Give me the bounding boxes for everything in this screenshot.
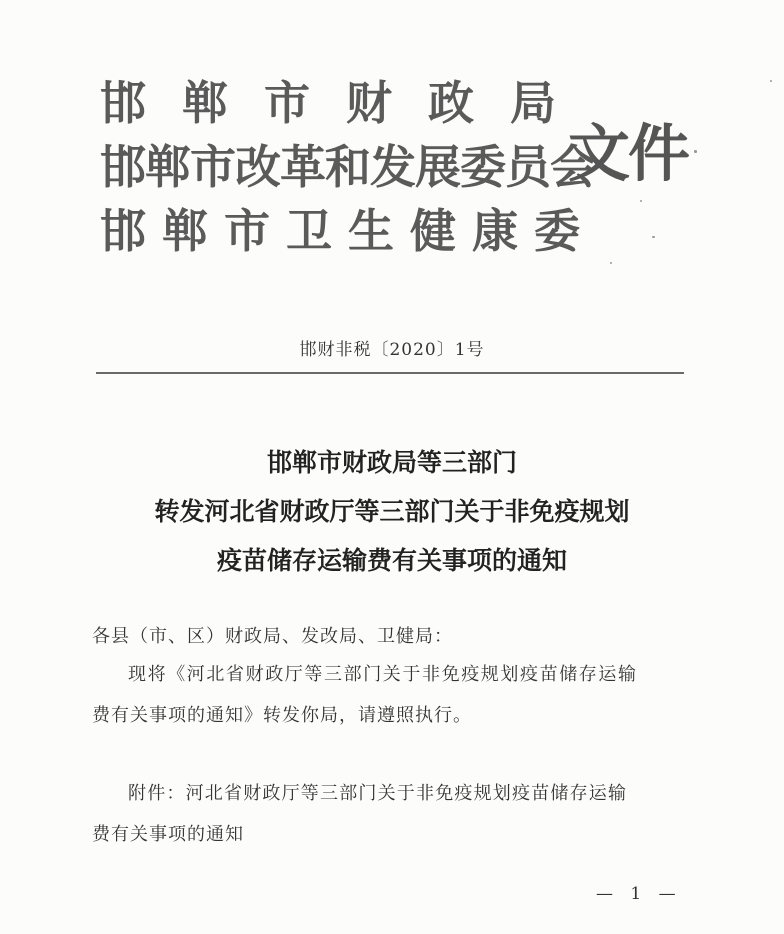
title-line-2: 转发河北省财政厅等三部门关于非免疫规划 (154, 497, 630, 526)
scan-speck (652, 236, 655, 238)
page-number: — 1 — (596, 884, 682, 904)
scan-speck (694, 150, 697, 153)
title-line-3: 疫苗储存运输费有关事项的通知 (216, 546, 567, 575)
scan-speck (610, 262, 612, 264)
scan-speck (770, 80, 772, 82)
issuer-finance-bureau: 邯郸市财政局 (100, 76, 592, 130)
document-type-label: 文件 (568, 117, 689, 190)
issuer-development-reform-commission: 邯郸市改革和发展委员会 (100, 140, 595, 194)
attachment-line-1: 附件：河北省财政厅等三部门关于非免疫规划疫苗储存运输 (128, 783, 628, 804)
body-paragraph-line-2: 费有关事项的通知》转发你局，请遵照执行。 (92, 705, 472, 726)
title-line-1: 邯郸市财政局等三部门 (266, 448, 517, 477)
salutation: 各县（市、区）财政局、发改局、卫健局： (92, 626, 453, 647)
header-divider (96, 372, 684, 374)
body-paragraph-line-1: 现将《河北省财政厅等三部门关于非免疫规划疫苗储存运输 (128, 664, 638, 685)
document-number: 邯财非税〔2020〕1号 (299, 340, 485, 360)
scan-speck (640, 200, 642, 202)
issuer-health-commission: 邯郸市卫生健康委 (100, 204, 596, 258)
attachment-line-2: 费有关事项的通知 (92, 824, 244, 845)
